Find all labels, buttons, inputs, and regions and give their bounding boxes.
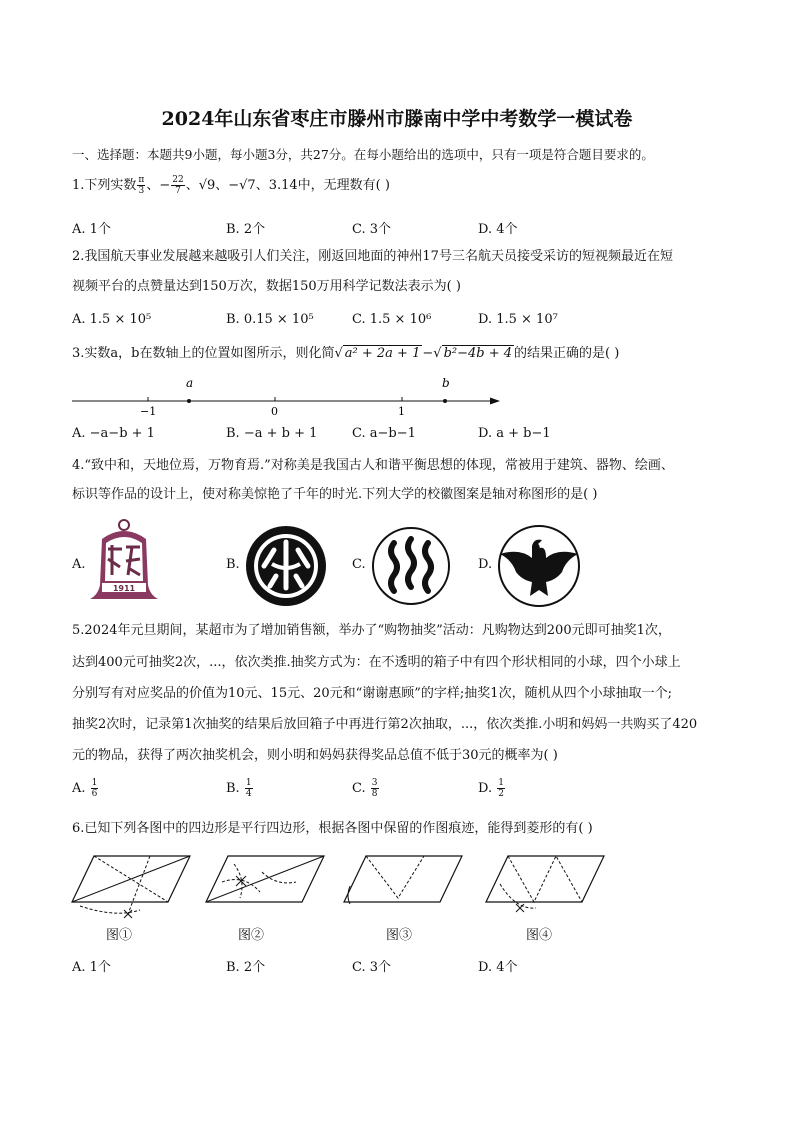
fraction-numerator: 1 xyxy=(91,778,98,788)
parallelogram-figure-2 xyxy=(200,852,330,922)
parallelogram-figure-1 xyxy=(66,852,196,922)
q3-option-c[interactable]: C. a−b−1 xyxy=(352,426,416,441)
parallelogram-figure-4 xyxy=(480,852,610,922)
q5-option-b[interactable] xyxy=(226,778,254,799)
fraction-denominator: 4 xyxy=(245,789,252,799)
wave-circle-logo[interactable] xyxy=(370,525,452,607)
q4-option-c[interactable]: C. xyxy=(352,557,366,572)
page-title: 2024年山东省枣庄市滕州市滕南中学中考数学一模试卷 xyxy=(161,108,633,130)
fraction-denominator: 3 xyxy=(138,186,145,196)
q1-number-list: 、√9、−√7、3.14 xyxy=(185,178,298,193)
question-5-line-5: 元的物品，获得了两次抽奖机会，则小明和妈妈获得奖品总值不低于30元的概率为( ) xyxy=(72,748,558,763)
section-heading: 一、选择题：本题共9小题，每小题3分，共27分。在每小题给出的选项中，只有一项是符合题目要求的。 xyxy=(72,147,654,162)
q1-stem-a: 1.下列实数 xyxy=(72,178,137,193)
fraction-denominator: 6 xyxy=(91,789,98,799)
fraction-denominator: 7 xyxy=(175,186,181,196)
minus-sign: − xyxy=(159,178,171,193)
logo-a-year: 1911 xyxy=(112,584,136,593)
question-5-line-4: 抽奖2次时，记录第1次抽奖的结果后放回箱子中再进行第2次抽取，...，依次类推.小明和妈妈一共购买了420 xyxy=(72,717,698,732)
fraction-denominator: 2 xyxy=(498,789,504,799)
fraction-22-over-7 xyxy=(171,175,184,196)
question-4-line-2: 标识等作品的设计上，使对称美惊艳了千年的时光.下列大学的校徽图案是轴对称图形的是( ) xyxy=(72,487,598,502)
minus-sign: − xyxy=(422,346,434,361)
fraction-numerator: 22 xyxy=(172,175,184,185)
q5-option-a[interactable] xyxy=(72,778,99,799)
fraction-numerator: 3 xyxy=(371,778,378,788)
q3-option-d[interactable]: D. a + b−1 xyxy=(478,426,551,441)
q1-option-d[interactable]: D. 4个 xyxy=(478,222,518,237)
label-b: b xyxy=(442,376,450,390)
option-fraction xyxy=(245,778,253,799)
q4-option-b[interactable]: B. xyxy=(226,557,240,572)
sqrt-sign: √ xyxy=(433,346,442,361)
q3-stem-a: 3.实数a，b在数轴上的位置如图所示，则化简 xyxy=(72,346,335,361)
tsinghua-bell-logo[interactable] xyxy=(88,519,160,609)
fraction-denominator: 8 xyxy=(371,789,378,799)
point-a xyxy=(187,399,191,403)
peking-circle-logo[interactable] xyxy=(244,524,328,608)
question-5-line-2: 达到400元可抽奖2次，...，依次类推.抽奖方式为：在不透明的箱子中有四个形状相同的小球，四个小球上 xyxy=(72,655,681,670)
question-4-line-1: 4.“致中和，天地位焉，万物育焉.”对称美是我国古人和谐平衡思想的体现，常被用于建筑、器物、绘画、 xyxy=(72,458,674,473)
fraction-pi-over-3 xyxy=(137,175,145,196)
question-2-line-1: 2.我国航天事业发展越来越吸引人们关注，刚返回地面的神州17号三名航天员接受采访的短视频最近在短 xyxy=(72,249,673,264)
option-label: B. xyxy=(226,781,240,796)
option-label: A. xyxy=(72,781,86,796)
question-1-stem: 1.下列实数 $\frac{\pi}{3}$ 、− $\frac{22}{7}$ 、√9、−√7、3.14中，无理数有( ) xyxy=(72,175,390,196)
fraction-numerator: π xyxy=(138,175,145,185)
sqrt-expression-1: a² + 2a + 1 xyxy=(344,346,421,361)
question-2-line-2: 视频平台的点赞量达到150万次，数据150万用科学记数法表示为( ) xyxy=(72,279,461,294)
point-b xyxy=(443,399,447,403)
q2-option-b[interactable]: B. 0.15 × 10⁵ xyxy=(226,312,314,327)
q1-option-b[interactable]: B. 2个 xyxy=(226,222,266,237)
axis-arrow-icon xyxy=(490,398,500,405)
fraction-numerator: 1 xyxy=(498,778,504,788)
tick-label-minus-1: −1 xyxy=(140,405,157,418)
option-label: C. xyxy=(352,781,366,796)
tick-label-1: 1 xyxy=(398,405,405,418)
question-5-line-3: 分别写有对应奖品的价值为10元、15元、20元和“谢谢惠顾”的字样;抽奖1次，随机从四个小球抽取一个; xyxy=(72,686,672,701)
fraction-numerator: 1 xyxy=(245,778,252,788)
sqrt-expression-2: b²−4b + 4 xyxy=(443,346,513,361)
option-fraction xyxy=(497,778,505,799)
q6-option-b[interactable]: B. 2个 xyxy=(226,960,266,975)
q1-option-a[interactable]: A. 1个 xyxy=(72,222,111,237)
q2-option-c[interactable]: C. 1.5 × 10⁶ xyxy=(352,312,432,327)
figure-1-caption: 图① xyxy=(106,928,133,943)
q6-option-a[interactable]: A. 1个 xyxy=(72,960,111,975)
figure-4-caption: 图④ xyxy=(526,928,553,943)
q5-option-c[interactable] xyxy=(352,778,380,799)
question-5-line-1: 5.2024年元旦期间，某超市为了增加销售额，举办了“购物抽奖”活动：凡购物达到200元即可抽奖1次， xyxy=(72,623,671,638)
label-a: a xyxy=(186,376,194,390)
option-label: D. xyxy=(478,781,493,796)
sqrt-sign: √ xyxy=(334,346,343,361)
q4-option-a[interactable]: A. xyxy=(72,557,86,572)
q3-option-a[interactable]: A. −a−b + 1 xyxy=(72,426,155,441)
q2-option-a[interactable]: A. 1.5 × 10⁵ xyxy=(72,312,152,327)
q3-option-b[interactable]: B. −a + b + 1 xyxy=(226,426,318,441)
q6-option-c[interactable]: C. 3个 xyxy=(352,960,392,975)
q3-stem-b: 的结果正确的是( ) xyxy=(514,346,620,361)
q1-stem-b: 中，无理数有( ) xyxy=(297,178,390,193)
question-6-stem: 6.已知下列各图中的四边形是平行四边形，根据各图中保留的作图痕迹，能得到菱形的有( ) xyxy=(72,821,593,836)
q1-option-c[interactable]: C. 3个 xyxy=(352,222,392,237)
q6-option-d[interactable]: D. 4个 xyxy=(478,960,518,975)
option-fraction xyxy=(371,778,379,799)
figure-3-caption: 图③ xyxy=(386,928,413,943)
q2-option-d[interactable]: D. 1.5 × 10⁷ xyxy=(478,312,558,327)
q5-option-d[interactable] xyxy=(478,778,506,799)
option-fraction xyxy=(91,778,99,799)
eagle-circle-logo[interactable] xyxy=(496,524,582,608)
parallelogram-figure-3 xyxy=(338,852,468,922)
number-line-figure xyxy=(0,370,794,420)
tick-label-0: 0 xyxy=(271,405,278,418)
question-3-stem xyxy=(72,345,619,363)
figure-2-caption: 图② xyxy=(238,928,265,943)
q4-option-d[interactable]: D. xyxy=(478,557,493,572)
